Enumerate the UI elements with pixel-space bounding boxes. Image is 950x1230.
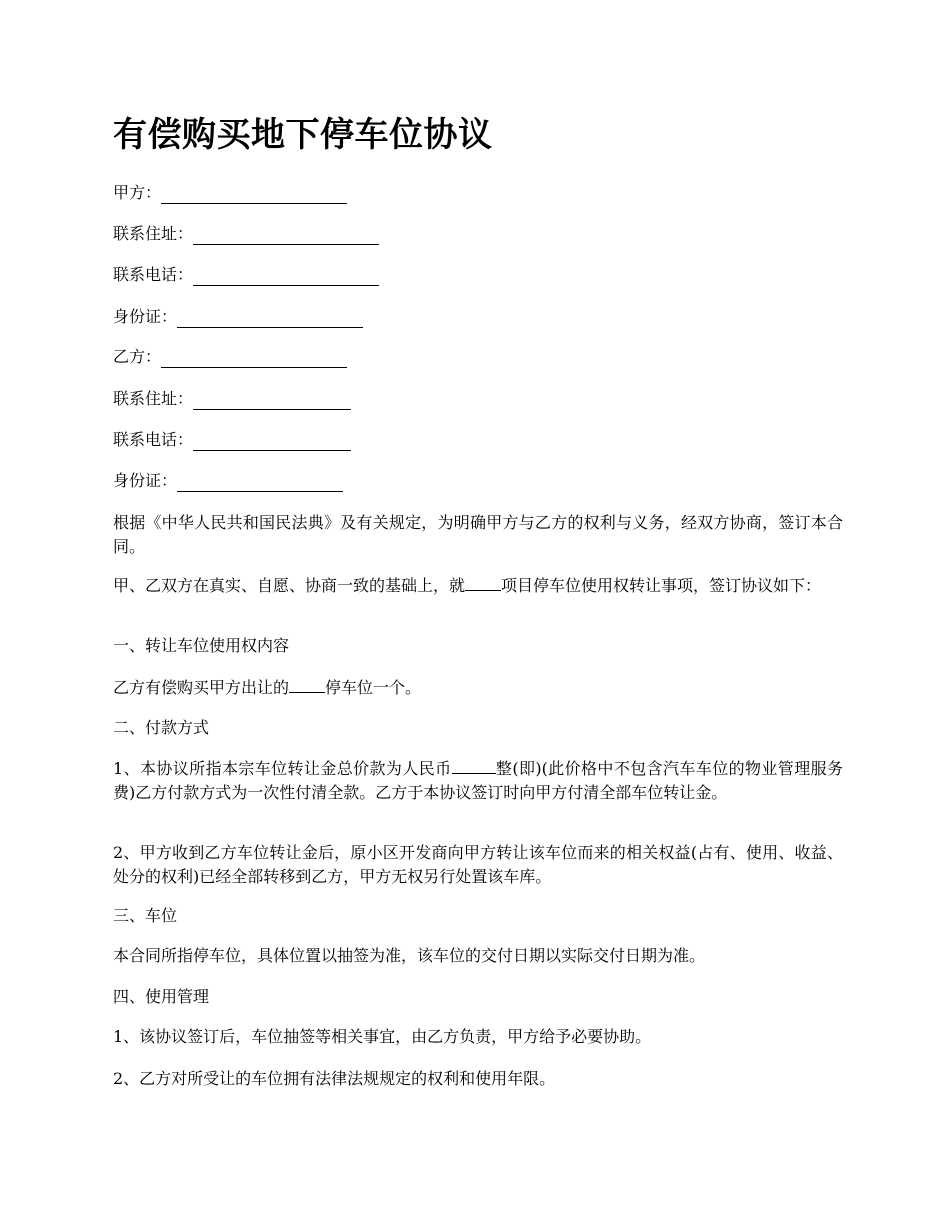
section-1-text-before: 乙方有偿购买甲方出让的: [113, 678, 290, 697]
party-b-name-field: [113, 346, 347, 368]
party-a-address-label: 联系住址：: [113, 224, 194, 243]
intro-2-text-before: 甲、乙双方在真实、自愿、协商一致的基础上，就: [113, 576, 466, 595]
document-title: 有偿购买地下停车位协议: [113, 115, 493, 155]
party-b-address-label: 联系住址：: [113, 389, 194, 408]
intro-2-text-after: 项目停车位使用权转让事项，签订协议如下：: [501, 576, 822, 595]
section-2-item-1-text-after: 整(即)(此价格中不包含汽车车位的物业管理服务费)乙方付款方式为一次性付清全款。乙方于本协议签订时向甲方付清全部车位转让金。: [113, 759, 843, 802]
parking-spot-blank: [289, 675, 325, 693]
section-4-heading: 四、使用管理: [113, 987, 210, 1006]
party-b-phone-blank: [193, 432, 351, 451]
party-b-phone-field: [113, 429, 351, 451]
section-2-item-1: [113, 756, 843, 805]
party-a-address-field: [113, 223, 379, 245]
section-2-heading: 二、付款方式: [113, 718, 210, 737]
party-a-name-blank: [161, 185, 347, 204]
party-b-name-blank: [161, 349, 347, 368]
party-a-id-blank: [177, 309, 363, 328]
party-a-phone-blank: [193, 267, 379, 286]
section-3-paragraph: 本合同所指停车位，具体位置以抽签为准，该车位的交付日期以实际交付日期为准。: [113, 946, 706, 965]
party-a-phone-field: [113, 264, 379, 286]
party-b-id-field: [113, 470, 343, 492]
section-1-heading: 一、转让车位使用权内容: [113, 636, 290, 655]
intro-paragraph-1: 根据《中华人民共和国民法典》及有关规定，为明确甲方与乙方的权利与义务，经双方协商，签订本合同。: [113, 513, 843, 556]
intro-paragraph-2: [113, 573, 843, 598]
party-a-id-label: 身份证：: [113, 307, 178, 326]
section-3-heading: 三、车位: [113, 906, 178, 925]
project-name-blank: [465, 573, 501, 591]
price-blank: [452, 756, 496, 774]
section-2-item-1-text-before: 1、本协议所指本宗车位转让金总价款为人民币: [113, 759, 452, 778]
party-a-name-label: 甲方：: [113, 183, 162, 202]
section-4-item-1: 1、该协议签订后，车位抽签等相关事宜，由乙方负责，甲方给予必要协助。: [113, 1027, 652, 1046]
party-b-id-blank: [177, 473, 343, 492]
section-2-item-2: 2、甲方收到乙方车位转让金后，原小区开发商向甲方转让该车位而来的相关权益(占有、使用、收益、处分的权利)已经全部转移到乙方，甲方无权另行处置该车库。: [113, 843, 843, 886]
party-b-id-label: 身份证：: [113, 471, 178, 490]
section-4-item-2: 2、乙方对所受让的车位拥有法律法规规定的权利和使用年限。: [113, 1069, 556, 1088]
party-b-name-label: 乙方：: [113, 347, 162, 366]
party-a-phone-label: 联系电话：: [113, 265, 194, 284]
party-a-address-blank: [193, 226, 379, 245]
party-b-phone-label: 联系电话：: [113, 430, 194, 449]
party-a-name-field: [113, 182, 347, 204]
section-1-paragraph: [113, 675, 843, 700]
section-1-text-after: 停车位一个。: [325, 678, 422, 697]
party-a-id-field: [113, 306, 363, 328]
party-b-address-field: [113, 388, 351, 410]
party-b-address-blank: [193, 391, 351, 410]
